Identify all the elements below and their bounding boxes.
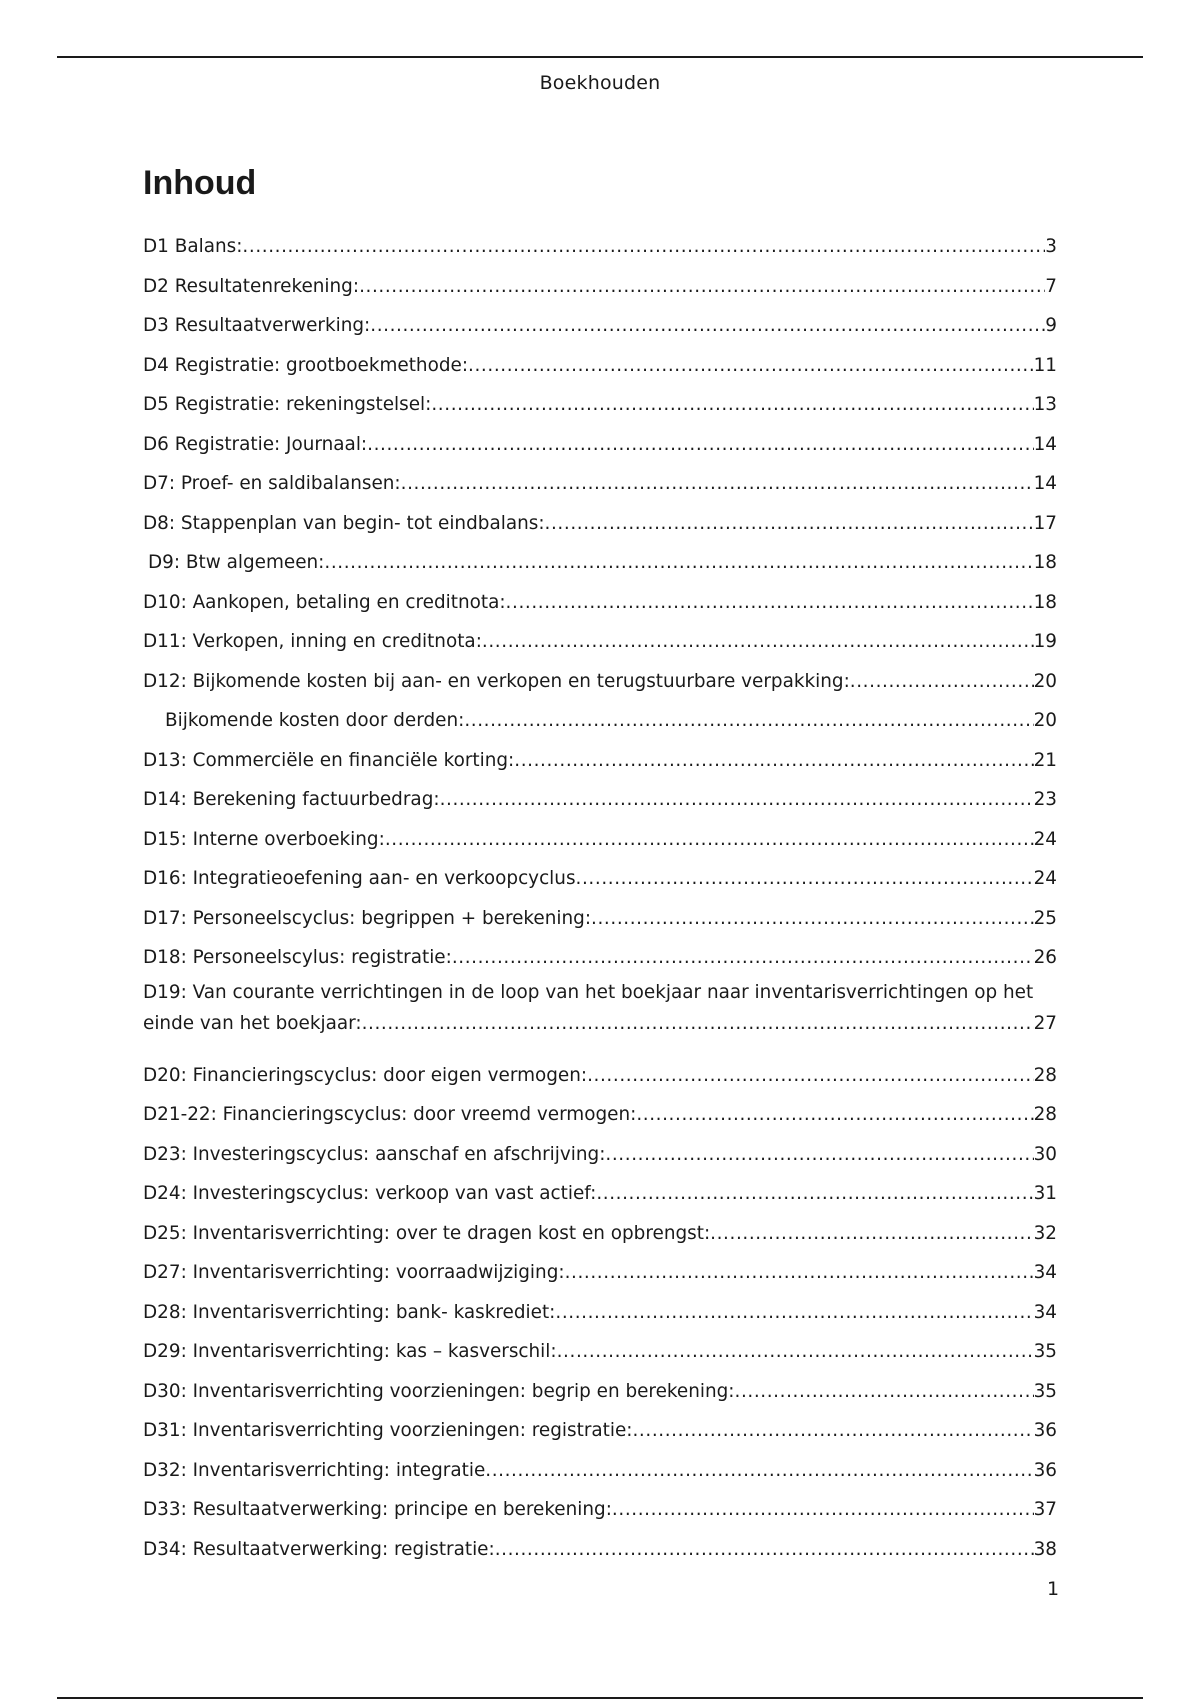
toc-entry-page: 28 (1033, 1064, 1057, 1086)
toc-entry[interactable] (143, 734, 1057, 774)
dot-leader (632, 1422, 1033, 1443)
toc-entry-page: 37 (1033, 1499, 1057, 1521)
toc-entry-page: 28 (1033, 1104, 1057, 1126)
toc-entry[interactable] (143, 1128, 1057, 1168)
toc-entry[interactable] (143, 260, 1057, 300)
toc-heading: Inhoud (143, 164, 257, 202)
toc-entry[interactable] (143, 892, 1057, 932)
toc-entry-page: 26 (1033, 947, 1057, 969)
toc-entry-page: 24 (1033, 828, 1057, 850)
toc-entry-page: 23 (1033, 789, 1057, 811)
toc-entry-label: D27: Inventarisverrichting: voorraadwijziging: (143, 1262, 565, 1284)
toc-entry-label: D25: Inventarisverrichting: over te dragen kost en opbrengst: (143, 1222, 711, 1244)
dot-leader (440, 791, 1034, 812)
page-number: 1 (1047, 1578, 1060, 1600)
dot-leader (452, 949, 1034, 970)
dot-leader (431, 396, 1033, 417)
toc-entry-page: 21 (1033, 749, 1057, 771)
toc-entry-label: D1 Balans: (143, 236, 243, 258)
dot-leader (710, 1225, 1033, 1246)
toc-entry-page: 36 (1033, 1459, 1057, 1481)
toc-entry[interactable] (143, 418, 1057, 458)
toc-entry[interactable] (143, 773, 1057, 813)
toc-entry-label: D2 Resultatenrekening: (143, 275, 360, 297)
toc-entry-label: D16: Integratieoefening aan- en verkoopcyclus (143, 868, 576, 890)
dot-leader (401, 475, 1034, 496)
toc-entry-label: D33: Resultaatverwerking: principe en berekening: (143, 1499, 612, 1521)
table-of-contents (143, 220, 1057, 1562)
toc-entry-page: 20 (1033, 710, 1057, 732)
toc-entry[interactable] (143, 220, 1057, 260)
toc-entry-label: D13: Commerciële en financiële korting: (143, 749, 515, 771)
dot-leader (545, 515, 1034, 536)
dot-leader (514, 752, 1033, 773)
dot-leader (242, 238, 1045, 259)
toc-entry[interactable] (143, 1246, 1057, 1286)
toc-entry[interactable] (143, 813, 1057, 853)
toc-entry-label: D7: Proef- en saldibalansen: (143, 473, 401, 495)
toc-entry-page: 19 (1033, 631, 1057, 653)
toc-entry[interactable] (143, 536, 1057, 576)
toc-entry[interactable] (143, 1207, 1057, 1247)
toc-entry-page: 27 (1033, 1012, 1057, 1034)
toc-entry[interactable] (143, 576, 1057, 616)
toc-entry[interactable] (143, 1365, 1057, 1405)
dot-leader (324, 554, 1033, 575)
toc-entry[interactable] (143, 1286, 1057, 1326)
toc-entry-page: 31 (1033, 1183, 1057, 1205)
dot-leader (359, 278, 1045, 299)
toc-entry-label-line2: einde van het boekjaar: (143, 1012, 362, 1034)
toc-entry[interactable] (143, 457, 1057, 497)
dot-leader (557, 1343, 1034, 1364)
toc-entry-label: D23: Investeringscyclus: aanschaf en afschrijving: (143, 1143, 606, 1165)
toc-entry-label: D3 Resultaatverwerking: (143, 315, 371, 337)
toc-entry-label: D12: Bijkomende kosten bij aan- en verkopen en terugstuurbare verpakking: (143, 670, 850, 692)
dot-leader (370, 317, 1045, 338)
dot-leader (468, 357, 1034, 378)
dot-leader (464, 712, 1033, 733)
toc-entry-label: D8: Stappenplan van begin- tot eindbalans: (143, 512, 545, 534)
toc-entry[interactable] (143, 339, 1057, 379)
dot-leader (362, 1015, 1034, 1033)
toc-entry[interactable] (143, 655, 1057, 695)
toc-entry-label: D10: Aankopen, betaling en creditnota: (143, 591, 506, 613)
dot-leader (555, 1304, 1033, 1325)
toc-entry[interactable] (143, 1325, 1057, 1365)
toc-entry-page: 35 (1033, 1341, 1057, 1363)
toc-entry-label: D20: Financieringscyclus: door eigen vermogen: (143, 1064, 588, 1086)
toc-entry-label: Bijkomende kosten door derden: (165, 710, 465, 732)
toc-entry-label: D32: Inventarisverrichting: integratie (143, 1459, 486, 1481)
toc-entry-page: 34 (1033, 1301, 1057, 1323)
toc-entry-page: 18 (1033, 552, 1057, 574)
toc-entry-page: 20 (1033, 670, 1057, 692)
toc-entry-label: D4 Registratie: grootboekmethode: (143, 354, 469, 376)
toc-entry[interactable] (143, 299, 1057, 339)
toc-entry[interactable] (143, 1088, 1057, 1128)
dot-leader (506, 594, 1034, 615)
toc-entry-page: 3 (1045, 236, 1057, 258)
toc-entry[interactable] (143, 497, 1057, 537)
toc-entry-label: D31: Inventarisverrichting voorzieningen: registratie: (143, 1420, 633, 1442)
dot-leader (385, 831, 1034, 852)
dot-leader (596, 1185, 1033, 1206)
toc-entry-page: 30 (1033, 1143, 1057, 1165)
toc-entry-label: D6 Registratie: Journaal: (143, 433, 368, 455)
dot-leader (576, 870, 1034, 891)
toc-entry-label: D9: Btw algemeen: (148, 552, 325, 574)
toc-entry-label: D17: Personeelscyclus: begrippen + berekening: (143, 907, 592, 929)
toc-entry-label: D34: Resultaatverwerking: registratie: (143, 1538, 495, 1560)
toc-entry-page: 18 (1033, 591, 1057, 613)
toc-entry-label: D29: Inventarisverrichting: kas – kasverschil: (143, 1341, 557, 1363)
dot-leader (850, 673, 1034, 694)
toc-entry[interactable] (143, 1523, 1057, 1563)
toc-entry-page: 7 (1045, 275, 1057, 297)
toc-entry-page: 35 (1033, 1380, 1057, 1402)
toc-entry-label: D30: Inventarisverrichting voorzieningen: begrip en berekening: (143, 1380, 735, 1402)
toc-entry-page: 14 (1033, 433, 1057, 455)
toc-entry-label: D24: Investeringscyclus: verkoop van vast actief: (143, 1183, 597, 1205)
dot-leader (565, 1264, 1034, 1285)
dot-leader (591, 910, 1034, 931)
toc-entry-page: 32 (1033, 1222, 1057, 1244)
dot-leader (636, 1106, 1033, 1127)
toc-entry-page: 17 (1033, 512, 1057, 534)
toc-entry[interactable] (143, 615, 1057, 655)
dot-leader (495, 1541, 1034, 1562)
toc-entry-page: 36 (1033, 1420, 1057, 1442)
toc-entry-label-line1: D19: Van courante verrichtingen in de loop van het boekjaar naar inventarisverrichtingen op het (143, 981, 1034, 1003)
toc-entry[interactable] (143, 378, 1057, 418)
dot-leader (367, 436, 1033, 457)
toc-entry[interactable] (143, 981, 1057, 1049)
toc-entry-page: 25 (1033, 907, 1057, 929)
toc-entry[interactable] (143, 1483, 1057, 1523)
dot-leader (482, 633, 1034, 654)
footer-rule (57, 1697, 1143, 1699)
toc-entry[interactable] (143, 1404, 1057, 1444)
dot-leader (612, 1501, 1034, 1522)
toc-entry-label: D28: Inventarisverrichting: bank- kaskrediet: (143, 1301, 556, 1323)
header-rule (57, 56, 1143, 58)
toc-entry-page: 34 (1033, 1262, 1057, 1284)
toc-entry-label: D21-22: Financieringscyclus: door vreemd vermogen: (143, 1104, 637, 1126)
toc-entry-page: 24 (1033, 868, 1057, 890)
toc-subentry[interactable] (143, 694, 1057, 734)
toc-entry-label: D15: Interne overboeking: (143, 828, 385, 850)
toc-entry-page: 38 (1033, 1538, 1057, 1560)
toc-entry[interactable] (143, 1167, 1057, 1207)
toc-entry-label: D11: Verkopen, inning en creditnota: (143, 631, 482, 653)
toc-entry-label: D14: Berekening factuurbedrag: (143, 789, 440, 811)
toc-entry-page: 11 (1033, 354, 1057, 376)
toc-entry-page: 9 (1045, 315, 1057, 337)
toc-entry[interactable] (143, 1049, 1057, 1089)
toc-entry[interactable] (143, 931, 1057, 971)
dot-leader (735, 1383, 1034, 1404)
toc-entry-label: D5 Registratie: rekeningstelsel: (143, 394, 432, 416)
document-header-title: Boekhouden (539, 72, 661, 94)
toc-entry[interactable] (143, 1444, 1057, 1484)
toc-entry-page: 14 (1033, 473, 1057, 495)
dot-leader (485, 1462, 1033, 1483)
dot-leader (605, 1146, 1033, 1167)
toc-entry-page: 13 (1033, 394, 1057, 416)
toc-entry[interactable] (143, 852, 1057, 892)
dot-leader (587, 1067, 1034, 1088)
toc-entry-label: D18: Personeelscylus: registratie: (143, 947, 452, 969)
